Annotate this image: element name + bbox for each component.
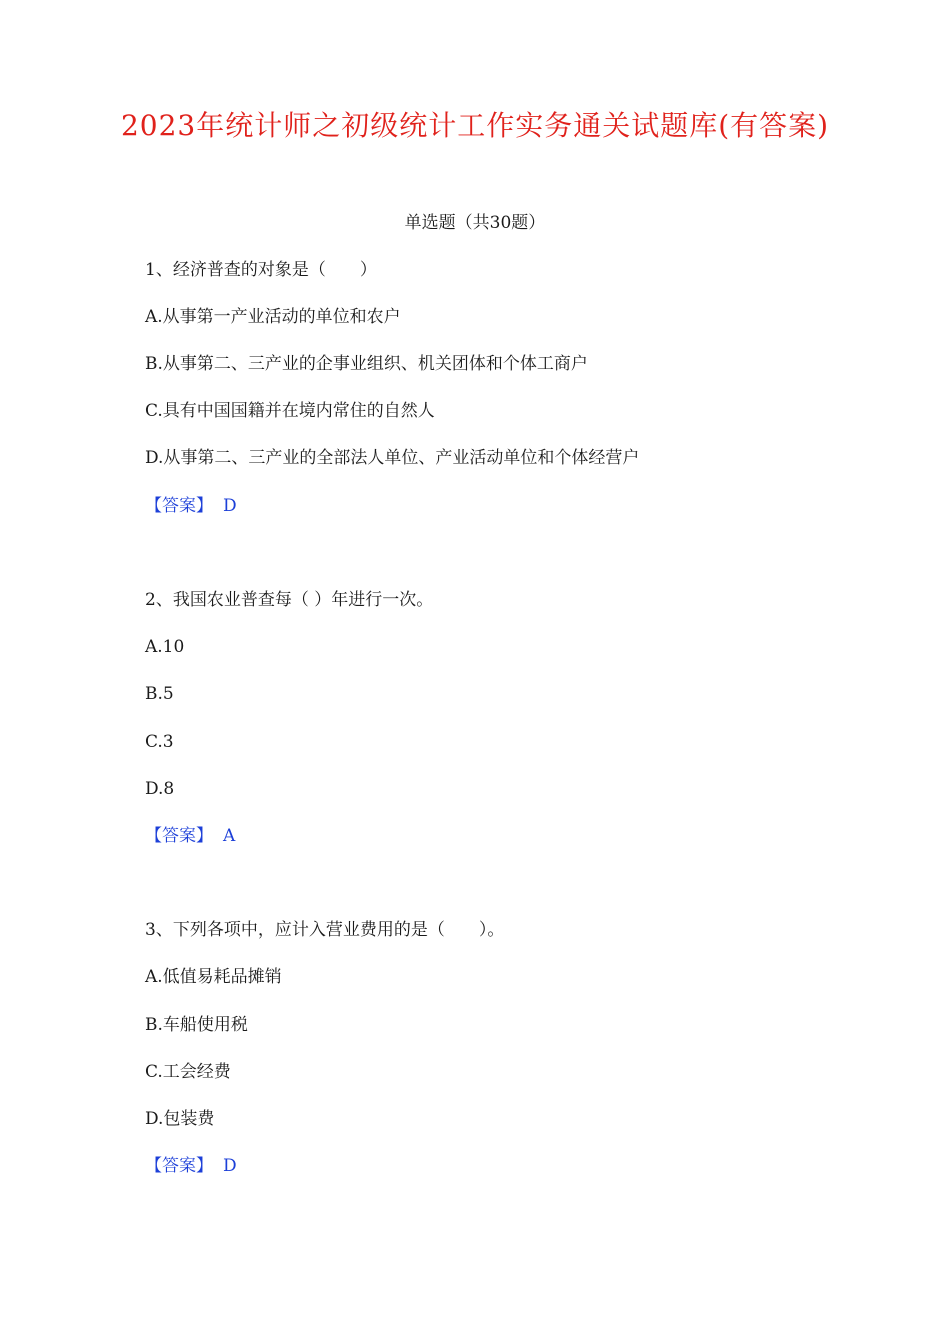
question-3-option-c: C.工会经费 [145,1062,231,1082]
question-2-option-c: C.3 [145,732,174,752]
answer-value: D [223,1156,237,1176]
answer-value: A [223,826,236,846]
answer-label: 【答案】 [145,496,213,516]
answer-label: 【答案】 [145,826,213,846]
answer-value: D [223,496,237,516]
question-2-option-d: D.8 [145,779,175,799]
question-3-stem: 3、下列各项中，应计入营业费用的是（ ）。 [145,920,505,940]
question-2-answer [145,824,235,848]
answer-label: 【答案】 [145,1156,213,1176]
document-title: 2023年统计师之初级统计工作实务通关试题库(有答案) [120,109,830,142]
section-heading: 单选题（共30题） [404,213,546,233]
question-1-stem: 1、经济普查的对象是（ ） [145,260,377,280]
question-3-option-d: D.包装费 [145,1109,215,1129]
question-1-option-d: D.从事第二、三产业的全部法人单位、产业活动单位和个体经营户 [145,448,640,468]
question-1-option-b: B.从事第二、三产业的企事业组织、机关团体和个体工商户 [145,354,588,374]
question-1-option-c: C.具有中国国籍并在境内常住的自然人 [145,401,435,421]
question-3-answer [145,1154,237,1178]
question-2-stem: 2、我国农业普查每（ ）年进行一次。 [145,590,434,610]
question-3-option-b: B.车船使用税 [145,1015,248,1035]
question-2-option-a: A.10 [145,637,185,657]
question-3-option-a: A.低值易耗品摊销 [145,967,282,987]
question-1-answer [145,494,237,518]
question-2-option-b: B.5 [145,684,174,704]
question-1-option-a: A.从事第一产业活动的单位和农户 [145,307,401,327]
